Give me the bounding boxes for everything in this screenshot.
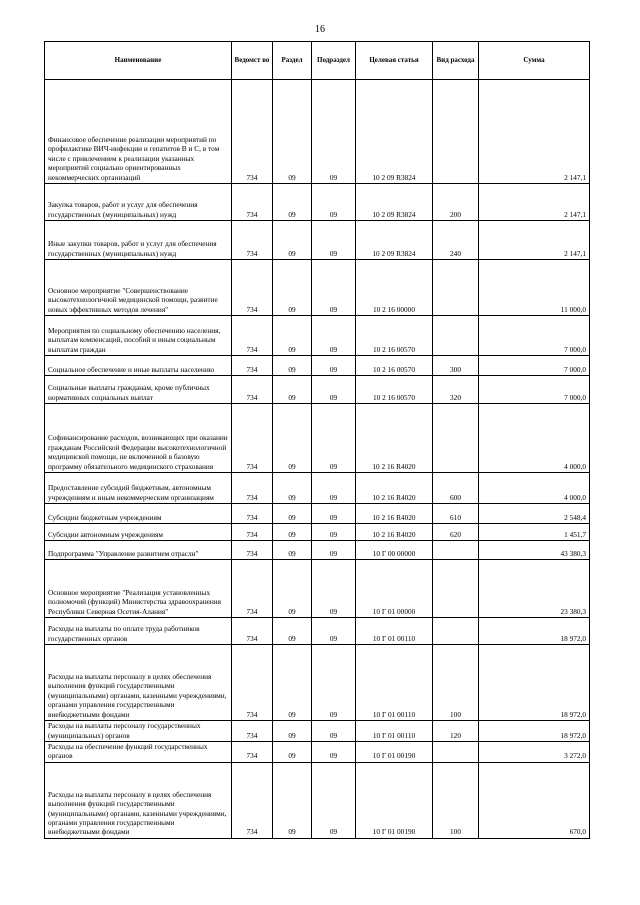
- cell-name: Расходы на обеспечение функций государственных органов: [45, 742, 232, 763]
- cell-target: 10 2 16 00000: [356, 260, 433, 316]
- cell-subsection: 09: [312, 524, 356, 541]
- table-row: [45, 473, 590, 504]
- cell-dept: 734: [232, 184, 273, 221]
- header-sum: Сумма: [479, 42, 590, 80]
- cell-sum: 43 380,3: [479, 541, 590, 560]
- table-header-row: [45, 42, 590, 80]
- cell-target: 10 Г 01 00190: [356, 742, 433, 763]
- cell-section: 09: [273, 473, 312, 504]
- cell-subsection: 09: [312, 645, 356, 721]
- cell-target: 10 2 16 00570: [356, 376, 433, 404]
- cell-subsection: 09: [312, 473, 356, 504]
- cell-subsection: 09: [312, 316, 356, 356]
- header-name: Наименование: [45, 42, 232, 80]
- cell-sum: 2 548,4: [479, 504, 590, 524]
- cell-sum: 4 000,0: [479, 473, 590, 504]
- cell-subsection: 09: [312, 404, 356, 473]
- cell-dept: 734: [232, 221, 273, 260]
- cell-subsection: 09: [312, 541, 356, 560]
- cell-exp-type: 600: [433, 473, 479, 504]
- cell-name: Расходы на выплаты по оплате труда работников государственных органов: [45, 618, 232, 645]
- cell-target: 10 2 16 R4020: [356, 504, 433, 524]
- cell-exp-type: [433, 541, 479, 560]
- cell-subsection: 09: [312, 184, 356, 221]
- cell-section: 09: [273, 260, 312, 316]
- cell-name: Субсидии автономным учреждениям: [45, 524, 232, 541]
- cell-dept: 734: [232, 618, 273, 645]
- cell-exp-type: [433, 80, 479, 184]
- table-row: [45, 80, 590, 184]
- cell-subsection: 09: [312, 618, 356, 645]
- cell-section: 09: [273, 742, 312, 763]
- cell-exp-type: 320: [433, 376, 479, 404]
- cell-exp-type: 100: [433, 645, 479, 721]
- table-row: [45, 524, 590, 541]
- cell-section: 09: [273, 721, 312, 742]
- cell-dept: 734: [232, 260, 273, 316]
- cell-target: 10 2 09 R3824: [356, 184, 433, 221]
- cell-name: Расходы на выплаты персоналу государственных (муниципальных) органов: [45, 721, 232, 742]
- cell-target: 10 2 09 R3824: [356, 221, 433, 260]
- cell-subsection: 09: [312, 560, 356, 618]
- cell-section: 09: [273, 184, 312, 221]
- table-row: [45, 404, 590, 473]
- cell-section: 09: [273, 80, 312, 184]
- cell-exp-type: 200: [433, 184, 479, 221]
- cell-subsection: 09: [312, 260, 356, 316]
- cell-target: 10 2 09 R3824: [356, 80, 433, 184]
- cell-section: 09: [273, 316, 312, 356]
- cell-dept: 734: [232, 473, 273, 504]
- cell-name: Расходы на выплаты персоналу в целях обеспечения выполнения функций государственными (муниципальными) органами, казенными учреждениями, органами управления государственными внебюджетными фондами: [45, 645, 232, 721]
- cell-subsection: 09: [312, 221, 356, 260]
- cell-exp-type: 610: [433, 504, 479, 524]
- cell-target: 10 2 16 00570: [356, 356, 433, 376]
- cell-sum: 18 972,0: [479, 721, 590, 742]
- page-number: 16: [315, 24, 325, 35]
- cell-target: 10 Г 01 00110: [356, 645, 433, 721]
- budget-table: [44, 41, 590, 839]
- cell-name: Социальные выплаты гражданам, кроме публичных нормативных социальных выплат: [45, 376, 232, 404]
- table-row: [45, 560, 590, 618]
- cell-sum: 2 147,1: [479, 184, 590, 221]
- cell-section: 09: [273, 356, 312, 376]
- cell-target: 10 Г 01 00190: [356, 762, 433, 838]
- cell-subsection: 09: [312, 504, 356, 524]
- cell-exp-type: [433, 260, 479, 316]
- cell-dept: 734: [232, 560, 273, 618]
- header-exp-type: Вид расхода: [433, 42, 479, 80]
- cell-dept: 734: [232, 376, 273, 404]
- cell-target: 10 2 16 R4020: [356, 524, 433, 541]
- cell-name: Закупка товаров, работ и услуг для обеспечения государственных (муниципальных) нужд: [45, 184, 232, 221]
- cell-name: Основное мероприятие "Совершенствование высокотехнологичной медицинской помощи, развитие новых эффективных методов лечения": [45, 260, 232, 316]
- cell-section: 09: [273, 221, 312, 260]
- cell-dept: 734: [232, 762, 273, 838]
- cell-sum: 2 147,1: [479, 221, 590, 260]
- cell-name: Подпрограмма "Управление развитием отрасли": [45, 541, 232, 560]
- cell-exp-type: [433, 560, 479, 618]
- cell-target: 10 Г 01 00110: [356, 721, 433, 742]
- table-row: [45, 742, 590, 763]
- table-row: [45, 504, 590, 524]
- cell-sum: 7 000,0: [479, 376, 590, 404]
- table-row: [45, 221, 590, 260]
- table-row: [45, 721, 590, 742]
- table-row: [45, 618, 590, 645]
- header-subsection: Подраздел: [312, 42, 356, 80]
- cell-sum: 3 272,0: [479, 742, 590, 763]
- cell-exp-type: 120: [433, 721, 479, 742]
- cell-sum: 4 000,0: [479, 404, 590, 473]
- cell-exp-type: [433, 404, 479, 473]
- cell-name: Мероприятия по социальному обеспечению населения, выплатам компенсаций, пособий и иным социальным выплатам граждан: [45, 316, 232, 356]
- cell-sum: 18 972,0: [479, 618, 590, 645]
- cell-section: 09: [273, 560, 312, 618]
- cell-dept: 734: [232, 645, 273, 721]
- cell-section: 09: [273, 618, 312, 645]
- table-row: [45, 645, 590, 721]
- cell-name: Финансовое обеспечение реализации мероприятий по профилактике ВИЧ-инфекции и гепатитов В и С, в том числе с привлечением к реализации указанных мероприятий социально ориентированных некоммерческих организаций: [45, 80, 232, 184]
- header-target: Целевая статья: [356, 42, 433, 80]
- cell-subsection: 09: [312, 80, 356, 184]
- cell-sum: 7 000,0: [479, 316, 590, 356]
- cell-subsection: 09: [312, 742, 356, 763]
- table-row: [45, 260, 590, 316]
- cell-subsection: 09: [312, 721, 356, 742]
- cell-subsection: 09: [312, 762, 356, 838]
- cell-sum: 11 000,0: [479, 260, 590, 316]
- cell-exp-type: [433, 618, 479, 645]
- cell-section: 09: [273, 645, 312, 721]
- cell-section: 09: [273, 404, 312, 473]
- cell-exp-type: 240: [433, 221, 479, 260]
- cell-sum: 1 451,7: [479, 524, 590, 541]
- cell-target: 10 Г 01 00000: [356, 560, 433, 618]
- cell-sum: 2 147,1: [479, 80, 590, 184]
- cell-sum: 7 000,0: [479, 356, 590, 376]
- header-dept: Ведомст во: [232, 42, 273, 80]
- cell-section: 09: [273, 376, 312, 404]
- cell-section: 09: [273, 524, 312, 541]
- cell-dept: 734: [232, 541, 273, 560]
- cell-target: 10 Г 01 00110: [356, 618, 433, 645]
- cell-dept: 734: [232, 504, 273, 524]
- cell-target: 10 2 16 00570: [356, 316, 433, 356]
- table-row: [45, 316, 590, 356]
- cell-dept: 734: [232, 404, 273, 473]
- table-row: [45, 356, 590, 376]
- cell-exp-type: 100: [433, 762, 479, 838]
- cell-exp-type: [433, 316, 479, 356]
- cell-name: Софинансирование расходов, возникающих при оказании гражданам Российской Федерации высокотехнологичной медицинской помощи, не включенной в базовую программу обязательного медицинского страхования: [45, 404, 232, 473]
- cell-name: Субсидии бюджетным учреждениям: [45, 504, 232, 524]
- cell-section: 09: [273, 541, 312, 560]
- cell-subsection: 09: [312, 356, 356, 376]
- cell-sum: 18 972,0: [479, 645, 590, 721]
- cell-dept: 734: [232, 316, 273, 356]
- cell-dept: 734: [232, 524, 273, 541]
- table-row: [45, 762, 590, 838]
- cell-name: Иные закупки товаров, работ и услуг для обеспечения государственных (муниципальных) нужд: [45, 221, 232, 260]
- cell-name: Предоставление субсидий бюджетным, автономным учреждениям и иным некоммерческим организациям: [45, 473, 232, 504]
- cell-exp-type: 620: [433, 524, 479, 541]
- cell-dept: 734: [232, 742, 273, 763]
- cell-dept: 734: [232, 356, 273, 376]
- header-section: Раздел: [273, 42, 312, 80]
- cell-dept: 734: [232, 80, 273, 184]
- cell-exp-type: [433, 742, 479, 763]
- cell-section: 09: [273, 504, 312, 524]
- cell-name: Расходы на выплаты персоналу в целях обеспечения выполнения функций государственными (муниципальными) органами, казенными учреждениями, органами управления государственными внебюджетными фондами: [45, 762, 232, 838]
- cell-exp-type: 300: [433, 356, 479, 376]
- table-row: [45, 541, 590, 560]
- cell-section: 09: [273, 762, 312, 838]
- cell-name: Основное мероприятие "Реализация установленных полномочий (функций) Министерства здравоохранения Республики Северная Осетия-Алания": [45, 560, 232, 618]
- cell-target: 10 Г 00 00000: [356, 541, 433, 560]
- cell-sum: 23 380,3: [479, 560, 590, 618]
- cell-dept: 734: [232, 721, 273, 742]
- cell-sum: 670,0: [479, 762, 590, 838]
- cell-subsection: 09: [312, 376, 356, 404]
- cell-target: 10 2 16 R4020: [356, 473, 433, 504]
- table-row: [45, 376, 590, 404]
- cell-target: 10 2 16 R4020: [356, 404, 433, 473]
- cell-name: Социальное обеспечение и иные выплаты населению: [45, 356, 232, 376]
- table-row: [45, 184, 590, 221]
